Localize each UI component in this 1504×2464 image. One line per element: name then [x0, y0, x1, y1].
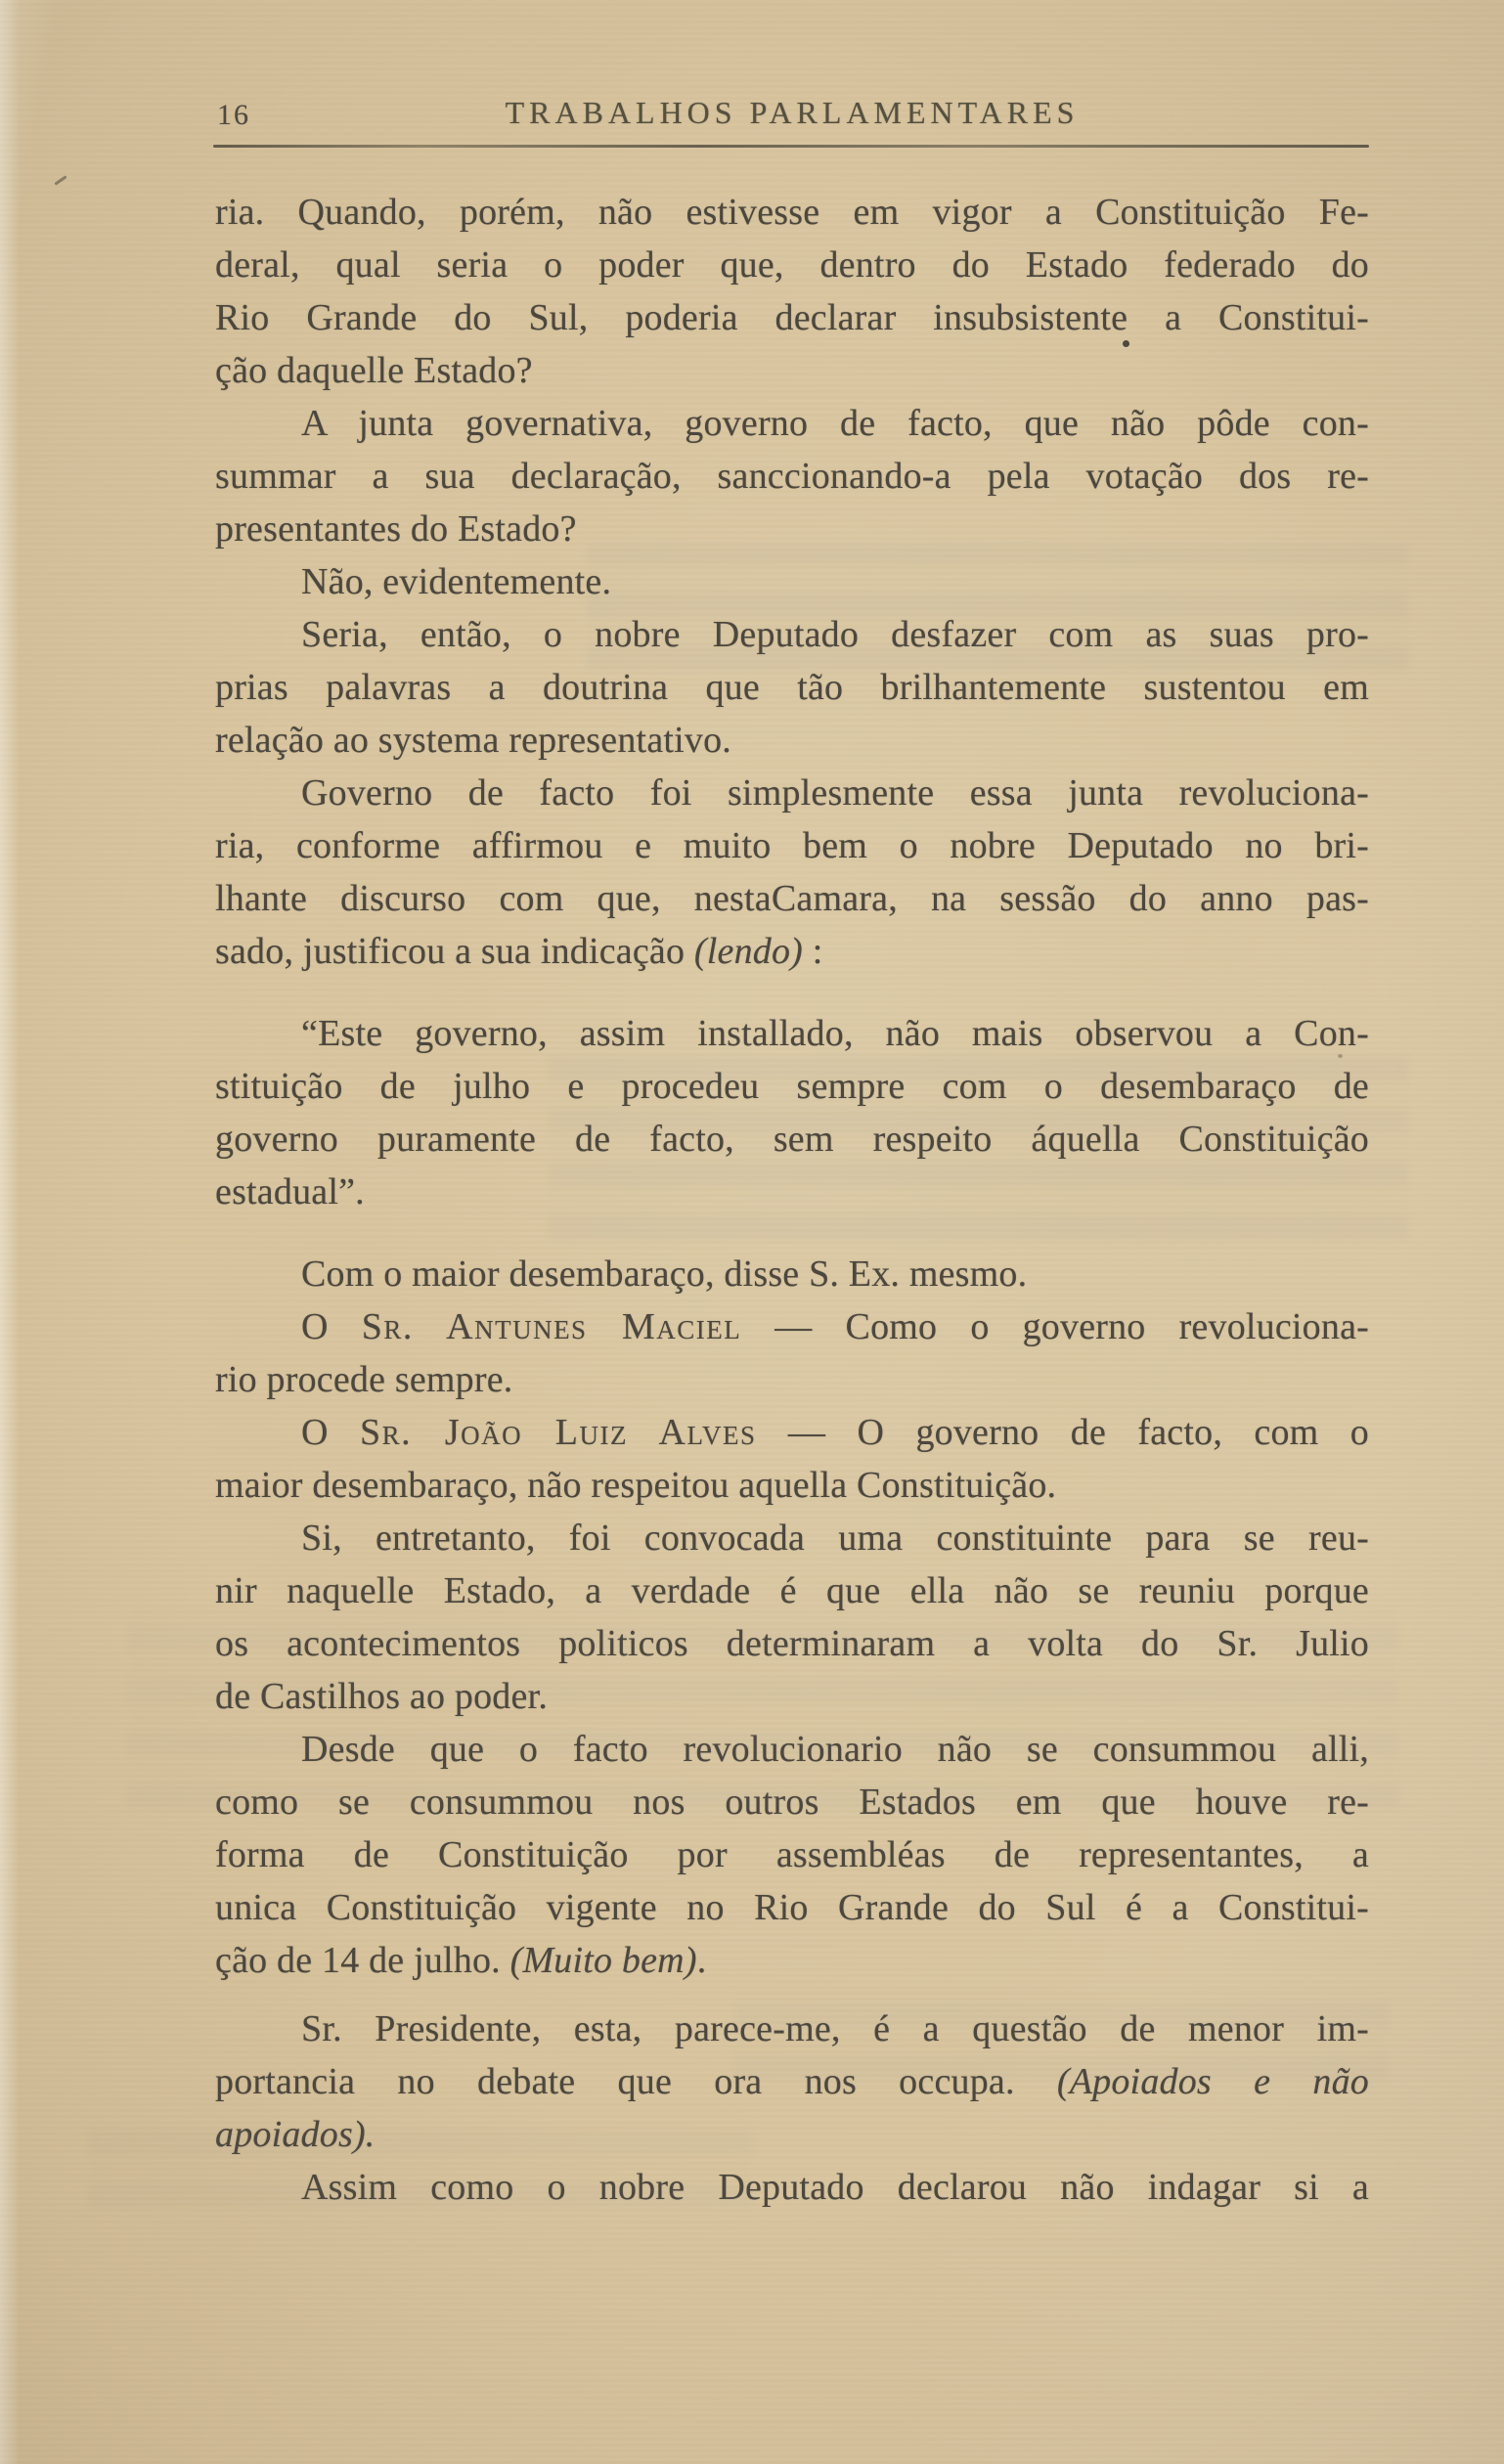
text-line: [215, 714, 1369, 767]
paragraph: [215, 1007, 1369, 1218]
text-line: [215, 819, 1369, 872]
text-line: [215, 1166, 1369, 1218]
text-line: [215, 767, 1369, 819]
text-segment: prias palavras a doutrina que tão brilhantemente sustentou em: [215, 667, 1369, 708]
text-line: [215, 661, 1369, 714]
text-line: [215, 344, 1369, 397]
text-line: [215, 1828, 1369, 1881]
text-line: [215, 291, 1369, 344]
text-segment: .: [696, 1940, 707, 1981]
text-line: [215, 2002, 1369, 2055]
text-line: [215, 239, 1369, 291]
text-line: [215, 2161, 1369, 2214]
text-line: [215, 1353, 1369, 1406]
text-segment: Governo de facto foi simplesmente essa junta revoluciona-: [301, 772, 1369, 814]
text-line: [215, 555, 1369, 608]
text-line: [215, 186, 1369, 239]
text-segment: sado, justificou a sua indicação: [215, 931, 694, 972]
text-segment: Não, evidentemente.: [301, 561, 612, 602]
text-segment: deral, qual seria o poder que, dentro do Estado federado do: [215, 244, 1369, 286]
text-line: [215, 2108, 1369, 2161]
text-line: [215, 872, 1369, 925]
text-segment: A junta governativa, governo de facto, que não pôde con-: [301, 403, 1369, 444]
text-segment: maior desembaraço, não respeitou aquella Constituição.: [215, 1465, 1057, 1506]
text-segment: O: [301, 1306, 362, 1347]
text-segment: ria, conforme affirmou e muito bem o nobre Deputado no bri-: [215, 825, 1369, 866]
text-segment: ção de 14 de julho.: [215, 1940, 510, 1981]
text-segment: forma de Constituição por assembléas de representantes, a: [215, 1834, 1369, 1875]
text-line: [215, 1113, 1369, 1166]
text-segment: ria. Quando, porém, não estivesse em vigor a Constituição Fe-: [215, 192, 1369, 233]
paragraph: [215, 608, 1369, 767]
text-line: [215, 925, 1369, 978]
paragraph: [215, 186, 1369, 397]
paragraph: [215, 555, 1369, 608]
text-line: [215, 1512, 1369, 1564]
paragraph: [215, 2002, 1369, 2161]
text-line: [215, 608, 1369, 661]
paragraph: [215, 1512, 1369, 1723]
text-line: [215, 1406, 1369, 1459]
text-line: [215, 1248, 1369, 1300]
header-rule: [213, 145, 1369, 148]
text-segment: nir naquelle Estado, a verdade é que ella não se reuniu porque: [215, 1570, 1369, 1611]
body-text: [215, 186, 1369, 2214]
text-segment: Sr. Presidente, esta, parece-me, é a questão de menor im-: [301, 2008, 1369, 2049]
paragraph: [215, 1248, 1369, 1300]
text-line: [215, 450, 1369, 503]
page-number: 16: [217, 99, 250, 131]
text-line: [215, 2055, 1369, 2108]
text-segment: Assim como o nobre Deputado declarou não indagar si a: [301, 2167, 1369, 2208]
text-segment: de Castilhos ao poder.: [215, 1676, 549, 1717]
text-line: [215, 1776, 1369, 1828]
text-segment: Seria, então, o nobre Deputado desfazer com as suas pro-: [301, 614, 1369, 655]
text-segment: Rio Grande do Sul, poderia declarar insubsistente a Constitui-: [215, 297, 1369, 338]
text-segment: como se consummou nos outros Estados em que houve re-: [215, 1782, 1369, 1823]
text-segment: portancia no debate que ora nos occupa.: [215, 2061, 1057, 2102]
text-segment: O: [301, 1412, 361, 1453]
text-line: [215, 1007, 1369, 1060]
text-line: [215, 1060, 1369, 1113]
text-segment: lhante discurso com que, nestaCamara, na sessão do anno pas-: [215, 878, 1369, 919]
paragraph: [215, 1723, 1369, 1987]
text-segment: os acontecimentos politicos determinaram a volta do Sr. Julio: [215, 1623, 1369, 1664]
text-segment: Com o maior desembaraço, disse S. Ex. mesmo.: [301, 1254, 1028, 1295]
ink-mark-artifact: [54, 175, 66, 185]
paragraph: [215, 1300, 1369, 1406]
text-line: [215, 397, 1369, 450]
paragraph: [215, 2161, 1369, 2214]
italic-segment: (Apoiados e não: [1056, 2061, 1369, 2102]
paragraph: [215, 397, 1369, 555]
text-line: [215, 1300, 1369, 1353]
speaker-name: Sr. João Luiz Alves: [360, 1412, 757, 1453]
text-segment: governo puramente de facto, sem respeito áquella Constituição: [215, 1119, 1369, 1160]
text-line: [215, 1617, 1369, 1670]
text-segment: — O governo de facto, com o: [756, 1412, 1369, 1453]
text-segment: unica Constituição vigente no Rio Grande do Sul é a Constitui-: [215, 1887, 1369, 1928]
italic-segment: (lendo): [693, 931, 804, 972]
paragraph: [215, 767, 1369, 978]
text-line: [215, 1670, 1369, 1723]
paragraph: [215, 1406, 1369, 1512]
text-segment: Desde que o facto revolucionario não se consummou alli,: [301, 1729, 1369, 1770]
text-line: [215, 1564, 1369, 1617]
text-line: [215, 1881, 1369, 1934]
italic-segment: apoiados).: [215, 2114, 376, 2155]
text-segment: — Como o governo revoluciona-: [741, 1306, 1370, 1347]
text-segment: Si, entretanto, foi convocada uma constituinte para se reu-: [301, 1518, 1369, 1559]
text-segment: :: [803, 931, 823, 972]
speaker-name: Sr. Antunes Maciel: [361, 1306, 742, 1347]
text-segment: estadual”.: [215, 1171, 365, 1212]
text-segment: summar a sua declaração, sanccionando-a pela votação dos re-: [215, 456, 1369, 497]
text-line: [215, 1934, 1369, 1987]
text-segment: “Este governo, assim installado, não mais observou a Con-: [301, 1013, 1369, 1054]
text-segment: stituição de julho e procedeu sempre com o desembaraço de: [215, 1066, 1369, 1107]
running-title: TRABALHOS PARLAMENTARES: [505, 95, 1080, 130]
text-line: [215, 503, 1369, 555]
text-segment: relação ao systema representativo.: [215, 720, 732, 761]
text-line: [215, 1723, 1369, 1776]
text-segment: rio procede sempre.: [215, 1359, 513, 1400]
text-line: [215, 1459, 1369, 1512]
italic-segment: (Muito bem): [509, 1940, 697, 1981]
text-segment: presentantes do Estado?: [215, 508, 577, 550]
text-segment: ção daquelle Estado?: [215, 350, 533, 391]
